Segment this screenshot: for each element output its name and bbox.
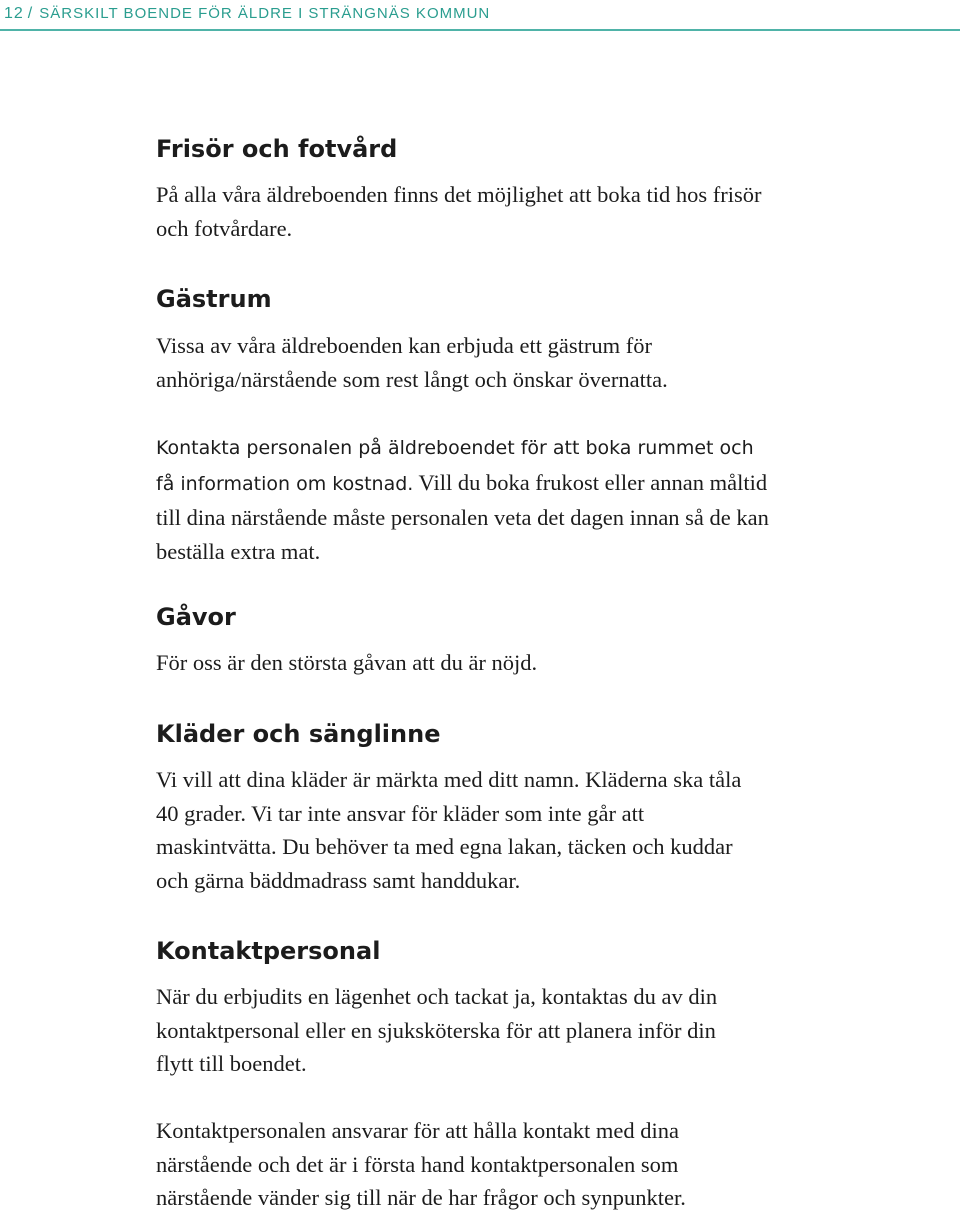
section-body-klader: Vi vill att dina kläder är märkta med ditt namn. Kläderna ska tåla 40 grader. Vi tar inte ansvar för kläder som inte går att maskintvätta. Du behöver ta med egna lakan, täcken och kuddar och gärna bäddmadrass samt handdukar.: [156, 767, 742, 893]
gastrum-contact-sans: Kontakta personalen på äldreboendet för att boka rummet och få information om kostnad.: [156, 437, 754, 495]
header-separator: /: [27, 5, 34, 22]
section-body-gavor: För oss är den största gåvan att du är nöjd.: [156, 650, 538, 675]
section-heading-klader: Kläder och sänglinne: [156, 720, 441, 748]
section-body-gastrum-contact: [156, 430, 776, 568]
header-divider: [0, 29, 960, 31]
section-body-gastrum: Vissa av våra äldreboenden kan erbjuda ett gästrum för anhöriga/närstående som rest långt och önskar övernatta.: [156, 333, 668, 392]
header-text: [4, 5, 490, 23]
page-number: 12: [4, 5, 24, 22]
section-body-kontaktpersonal: När du erbjudits en lägenhet och tackat ja, kontaktas du av din kontaktpersonal eller en sjuksköterska för att planera inför din flytt till boendet.: [156, 984, 718, 1076]
section-body-kontaktpersonal-2: Kontaktpersonalen ansvarar för att hålla kontakt med dina närstående och det är i första hand kontaktpersonalen som närstående vänder sig till när de har frågor och synpunkter.: [156, 1118, 686, 1210]
document-title: SÄRSKILT BOENDE FÖR ÄLDRE I STRÄNGNÄS KOMMUN: [39, 5, 491, 22]
section-heading-gavor: Gåvor: [156, 603, 236, 631]
section-heading-kontaktpersonal: Kontaktpersonal: [156, 937, 381, 965]
gastrum-contact-serif: Vill du boka frukost eller annan måltid till dina närstående måste personalen veta det dagen innan så de kan beställa extra mat.: [156, 469, 769, 564]
section-body-frisor: På alla våra äldreboenden finns det möjlighet att boka tid hos frisör och fotvårdare.: [156, 182, 762, 241]
section-heading-gastrum: Gästrum: [156, 285, 272, 313]
page-header: [0, 0, 960, 32]
section-heading-frisor: Frisör och fotvård: [156, 135, 398, 163]
